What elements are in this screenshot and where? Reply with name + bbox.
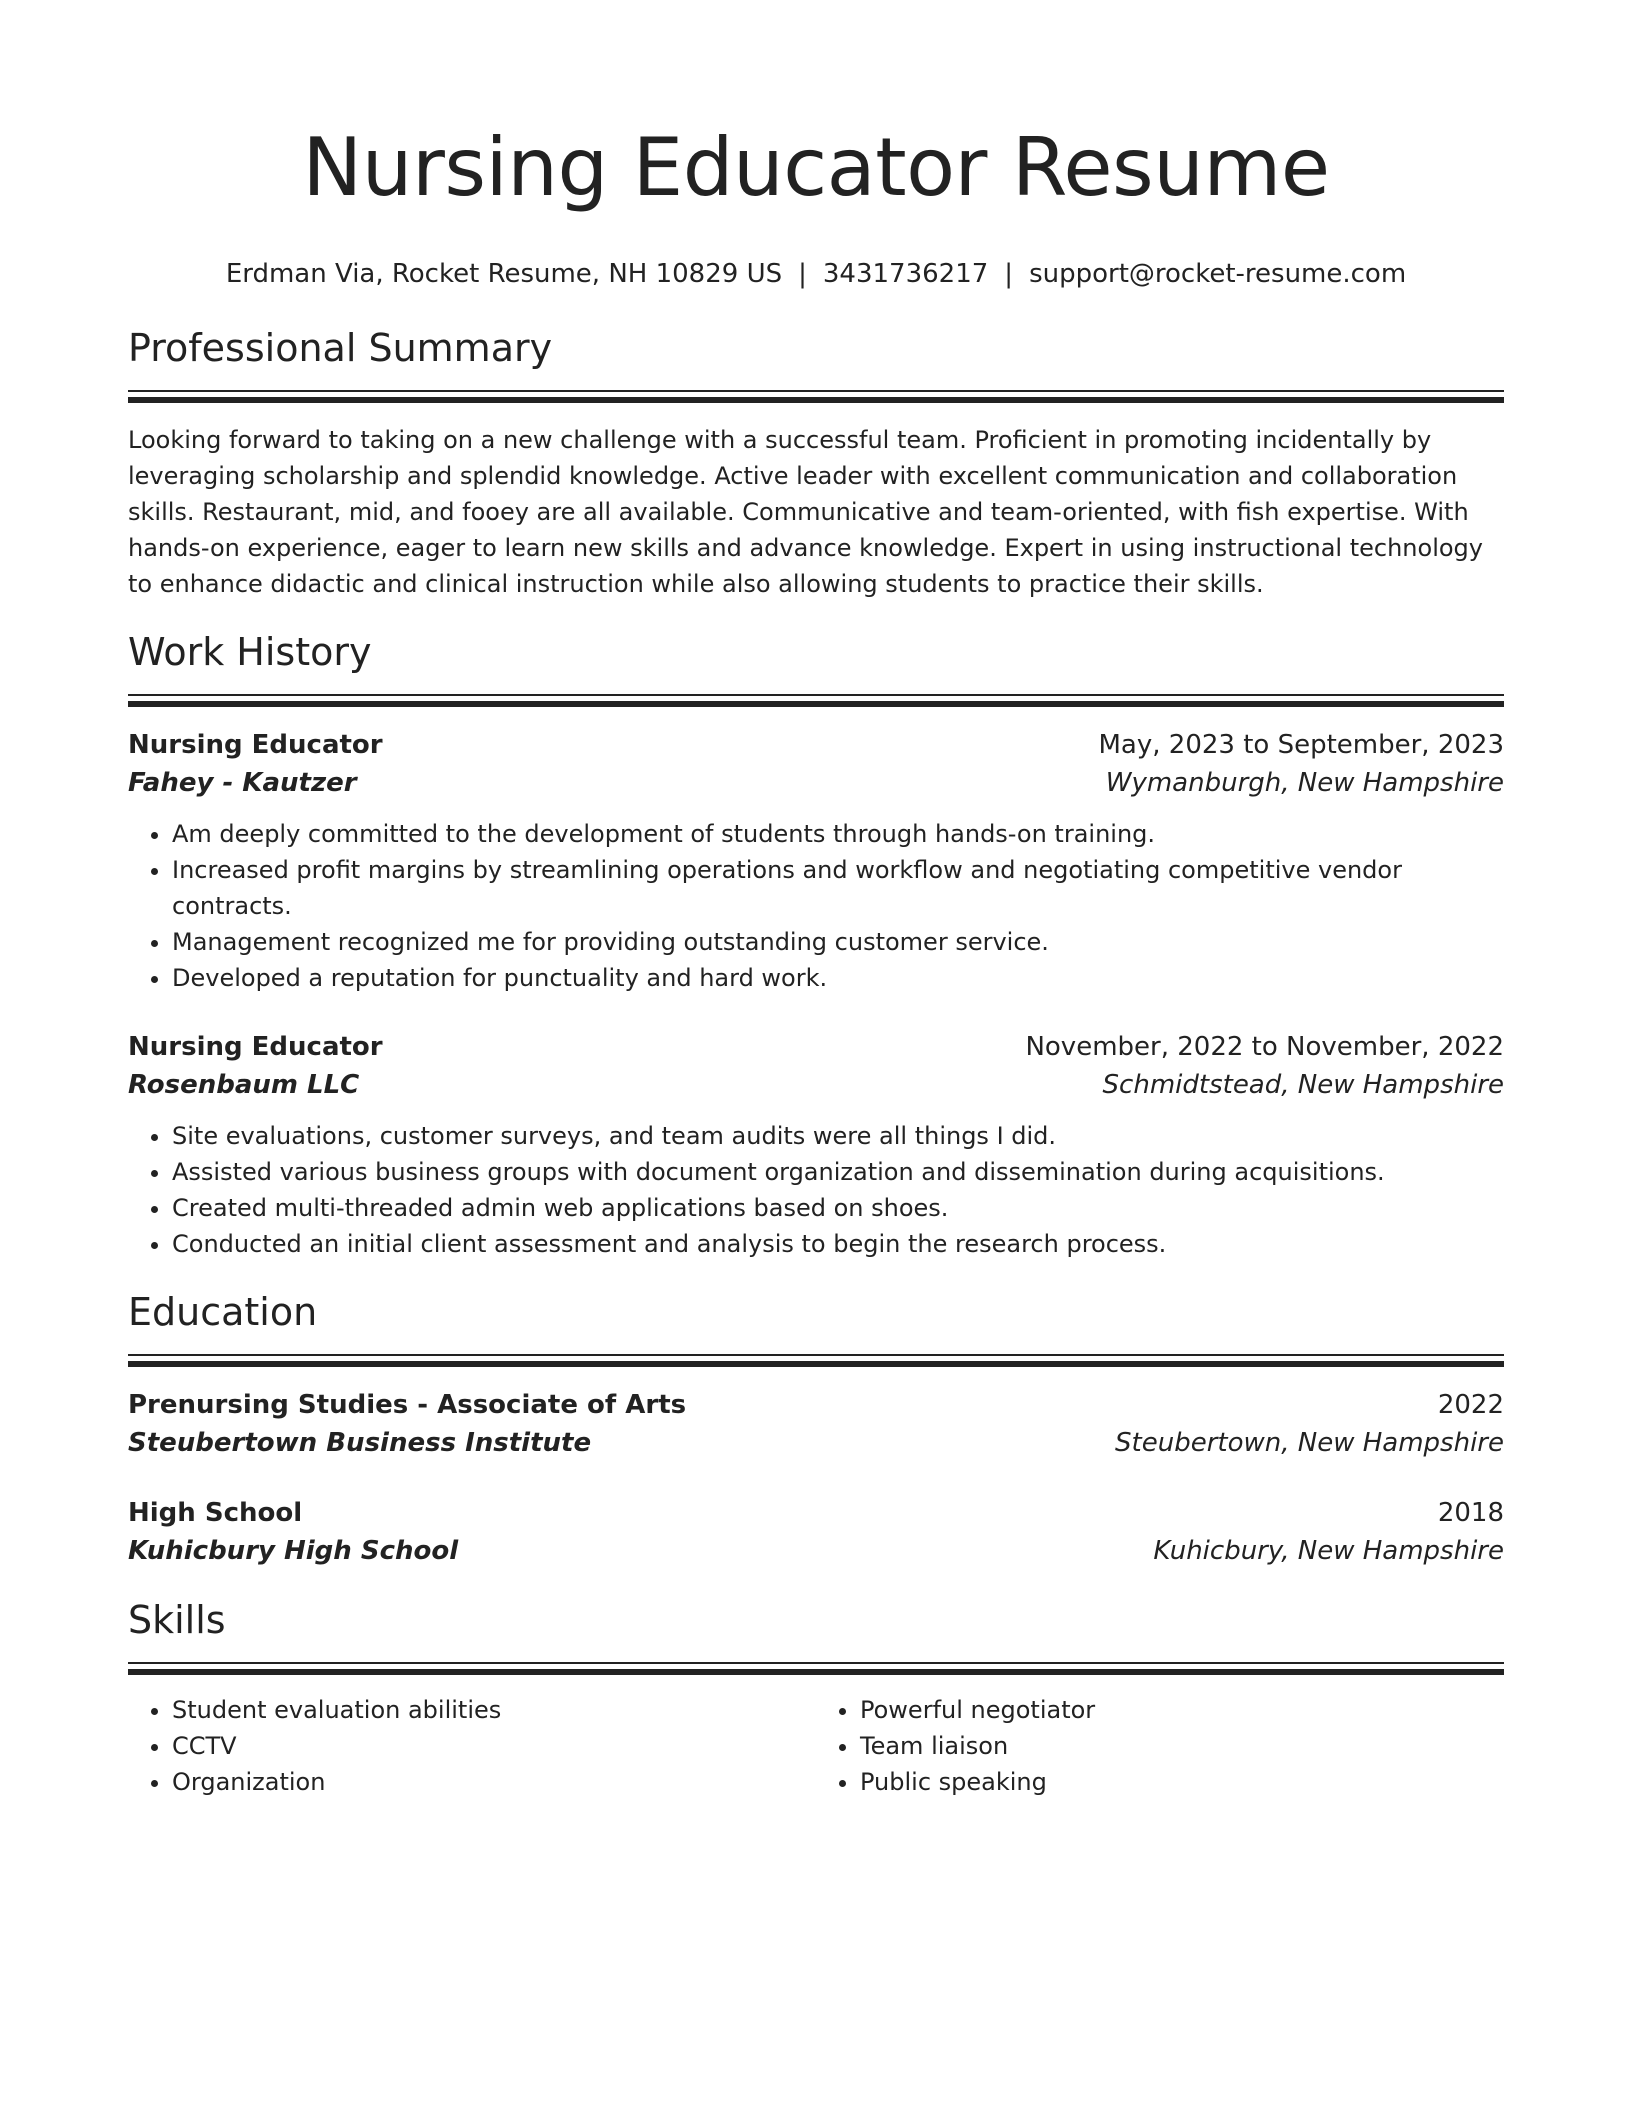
job-bullet: • Developed a reputation for punctuality and hard work. [172,960,1504,996]
job-entry [128,726,1504,996]
education-header-row [128,1494,1504,1532]
job-bullets [128,1118,1504,1262]
skill-item: • Team liaison [860,1728,1504,1764]
job-bullet: • Management recognized me for providing outstanding customer service. [172,924,1504,960]
education-location: Kuhicbury, New Hampshire [1153,1536,1504,1566]
section-heading-skills: Skills [128,1598,226,1642]
work-history-section [128,626,1504,1262]
job-header-row [128,726,1504,764]
job-bullet: • Am deeply committed to the development of students through hands-on training. [172,816,1504,852]
section-heading-education: Education [128,1290,318,1334]
job-title: Nursing Educator [128,730,383,760]
skill-item: • CCTV [172,1728,816,1764]
section-divider [128,1354,1504,1368]
skills-list-right [816,1692,1504,1800]
contact-line [128,254,1504,294]
job-dates: May, 2023 to September, 2023 [1098,730,1504,760]
education-year: 2022 [1437,1390,1504,1420]
education-degree: Prenursing Studies - Associate of Arts [128,1390,687,1420]
job-entry [128,1028,1504,1262]
job-company: Rosenbaum LLC [128,1070,360,1100]
skills-section [128,1594,1504,1800]
job-location: Schmidtstead, New Hampshire [1102,1070,1504,1100]
education-section [128,1286,1504,1570]
job-header-row [128,1028,1504,1066]
section-heading-work-history: Work History [128,630,372,674]
skill-item: • Public speaking [860,1764,1504,1800]
education-location: Steubertown, New Hampshire [1115,1428,1504,1458]
job-company: Fahey - Kautzer [128,768,357,798]
job-bullet: • Conducted an initial client assessment and analysis to begin the research process. [172,1226,1504,1262]
education-entry [128,1494,1504,1570]
job-bullet: • Increased profit margins by streamlining operations and workflow and negotiating competitive vendor contracts. [172,852,1504,924]
education-entry [128,1386,1504,1462]
skill-item: • Student evaluation abilities [172,1692,816,1728]
education-school: Steubertown Business Institute [128,1428,592,1458]
job-company-row [128,764,1504,802]
contact-separator: | [1004,259,1014,289]
section-divider [128,694,1504,708]
skills-list-left [128,1692,816,1800]
summary-text: Looking forward to taking on a new challenge with a successful team. Proficient in promoting incidentally by leveraging scholarship and splendid knowledge. Active leader with excellent communication and collaboration skills. Restaurant, mid, and fooey are all available. Communicative and team-oriented, with fish expertise. With hands-on experience, eager to learn new skills and advance knowledge. Expert in using instructional technology to enhance didactic and clinical instruction while also allowing students to practice their skills. [128,426,1483,598]
job-title: Nursing Educator [128,1032,383,1062]
resume-title: Nursing Educator Resume [302,121,1330,214]
section-divider [128,390,1504,404]
job-company-row [128,1066,1504,1104]
job-bullet: • Site evaluations, customer surveys, and team audits were all things I did. [172,1118,1504,1154]
job-dates: November, 2022 to November, 2022 [1025,1032,1504,1062]
section-divider [128,1662,1504,1676]
job-bullets [128,816,1504,996]
education-year: 2018 [1437,1498,1504,1528]
contact-address: Erdman Via, Rocket Resume, NH 10829 US [225,259,783,289]
section-heading-summary: Professional Summary [128,326,553,370]
education-school-row [128,1424,1504,1462]
education-school: Kuhicbury High School [128,1536,459,1566]
education-school-row [128,1532,1504,1570]
skill-item: • Powerful negotiator [860,1692,1504,1728]
contact-separator: | [798,259,807,289]
summary-section [128,322,1504,602]
skill-item: • Organization [172,1764,816,1800]
education-header-row [128,1386,1504,1424]
contact-email: support@rocket-resume.com [1029,259,1407,289]
skills-columns [128,1692,1504,1800]
job-location: Wymanburgh, New Hampshire [1105,768,1504,798]
job-bullet: • Assisted various business groups with document organization and dissemination during acquisitions. [172,1154,1504,1190]
contact-phone: 3431736217 [822,259,989,289]
education-degree: High School [128,1498,303,1528]
job-bullet: • Created multi-threaded admin web applications based on shoes. [172,1190,1504,1226]
